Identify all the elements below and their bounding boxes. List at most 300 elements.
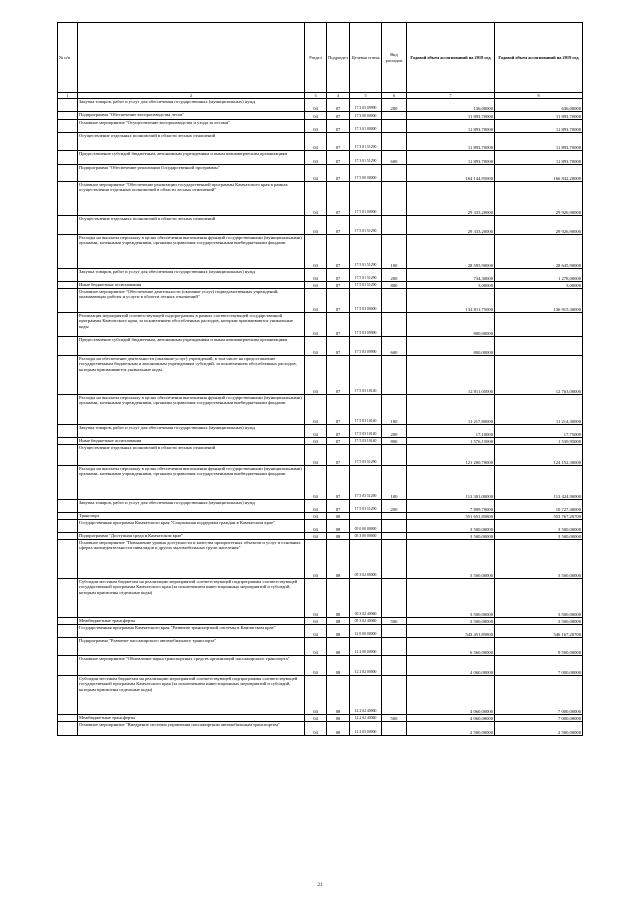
row-num-cell: [58, 715, 78, 722]
row-target-cell: 17 5 01 51290: [350, 216, 382, 235]
row-section-cell: 04: [305, 676, 327, 715]
row-target-cell: 17 5 03 10140: [350, 425, 382, 438]
row-section-cell: 04: [305, 715, 327, 722]
row-2019-cell: [495, 313, 583, 337]
row-section-cell: 04: [305, 269, 327, 282]
row-name-cell: Субсидии местным бюджетам на реализацию мероприятий соответствующей подпрограммы соответствующей государственной программы Камчатского края (за исключением инвестиционных мероприятий и субсидий, которым присвоены отдельные коды): [78, 676, 305, 715]
row-name-cell: Государственная программа Камчатского края "Развитие транспортной системы в Камчатском крае": [78, 625, 305, 638]
row-num-cell: [58, 182, 78, 216]
row-section-cell: 04: [305, 466, 327, 500]
row-target-cell: 17 5 03 10140: [350, 438, 382, 445]
row-name-cell: Реализация мероприятий соответствующей подпрограммы в рамках соответствующей государственной программы Камчатского края, за исключением обособленных расходов, которым присваиваются уникальные коды: [78, 313, 305, 337]
row-2019-cell: 1 530,95000: [495, 438, 583, 445]
header-section: Раздел: [305, 23, 327, 93]
row-2018-cell: 2 500,00000: [407, 722, 495, 736]
row-name-cell: Основное мероприятие "Обеспечение деятельности (оказание услуг) подведомственных учреждений, оказывающих работы и услуги в области лесных отношений": [78, 289, 305, 313]
row-2019-cell: 17,75000: [495, 425, 583, 438]
header-name: [78, 23, 305, 93]
row-expense-cell: [382, 722, 407, 736]
row-2018-cell: 28 595,90000: [407, 235, 495, 269]
row-target-cell: 12 0 00 00000: [350, 625, 382, 638]
row-section-cell: 04: [305, 282, 327, 289]
row-2019-cell: 546 167,20700: [495, 625, 583, 638]
header-2018: Годовой объем ассигнований на 2018 год: [407, 23, 495, 93]
row-section-cell: 04: [305, 625, 327, 638]
row-subsection-cell: 07: [327, 182, 350, 216]
row-2018-cell: 551 651,85800: [407, 513, 495, 520]
table-row: [58, 282, 583, 289]
row-expense-cell: 500: [382, 618, 407, 625]
row-2019-cell: 553 767,20700: [495, 513, 583, 520]
row-name-cell: Расходы на выплаты персоналу в целях обеспечения выполнения функций государственными (муниципальными) органами, казенными учреждениями, органами управления государственными внебюджетными фондами: [78, 466, 305, 500]
table-row: [58, 500, 583, 513]
row-target-cell: 17 3 01 00000: [350, 120, 382, 133]
row-section-cell: 04: [305, 533, 327, 540]
row-name-cell: Основное мероприятие "Обновление парка транспортных средств организаций пассажирского транспорта": [78, 656, 305, 676]
row-name-cell: Расходы на выплаты персоналу в целях обеспечения выполнения функций государственными (муниципальными) органами, казенными учреждениями, органами управления государственными внебюджетными фондами: [78, 395, 305, 425]
row-num-cell: [58, 466, 78, 500]
row-expense-cell: [382, 289, 407, 313]
row-target-cell: 17 5 03 09990: [350, 313, 382, 337]
table-row: [58, 579, 583, 618]
row-subsection-cell: 08: [327, 579, 350, 618]
row-name-cell: Субсидии местным бюджетам на реализацию мероприятий соответствующей подпрограммы соответствующей государственной программы Камчатского края (за исключением инвестиционных мероприятий и субсидий, которым присвоены отдельные коды): [78, 579, 305, 618]
row-num-cell: [58, 235, 78, 269]
row-expense-cell: [382, 182, 407, 216]
table-row: [58, 533, 583, 540]
row-2019-cell: 7 000,00000: [495, 656, 583, 676]
row-target-cell: 17 5 01 51290: [350, 282, 382, 289]
row-2019-cell: 3 500,00000: [495, 533, 583, 540]
row-expense-cell: [382, 313, 407, 337]
header-expense: Вид расходов: [382, 23, 407, 93]
row-num-cell: [58, 540, 78, 579]
row-num-cell: [58, 533, 78, 540]
row-name-cell: Закупка товаров, работ и услуг для обеспечения государственных (муниципальных) нужд: [78, 500, 305, 513]
table-row: [58, 425, 583, 438]
table-row: [58, 715, 583, 722]
row-section-cell: 04: [305, 151, 327, 165]
row-target-cell: [350, 513, 382, 520]
row-expense-cell: [382, 445, 407, 466]
row-section-cell: 04: [305, 337, 327, 356]
row-name-cell: Закупка товаров, работ и услуг для обеспечения государственных (муниципальных) нужд: [78, 99, 305, 112]
row-target-cell: 17 5 03 51290: [350, 466, 382, 500]
table-row: [58, 337, 583, 356]
col-number: 7: [407, 93, 495, 99]
row-subsection-cell: 07: [327, 395, 350, 425]
row-subsection-cell: 07: [327, 133, 350, 151]
row-expense-cell: 200: [382, 99, 407, 112]
col-number: 8: [495, 93, 583, 99]
table-row: [58, 99, 583, 112]
row-expense-cell: [382, 579, 407, 618]
row-2019-cell: 3 500,00000: [495, 520, 583, 533]
row-expense-cell: 800: [382, 282, 407, 289]
row-2018-cell: 136,00000: [407, 99, 495, 112]
row-name-cell: Расходы на выплаты персоналу в целях обеспечения выполнения функций государственными (муниципальными) органами, казенными учреждениями, органами управления государственными внебюджетными фондами: [78, 235, 305, 269]
table-row: [58, 618, 583, 625]
row-name-cell: Закупка товаров, работ и услуг для обеспечения государственных (муниципальных) нужд: [78, 269, 305, 282]
row-num-cell: [58, 151, 78, 165]
table-row: [58, 112, 583, 120]
table-row: [58, 445, 583, 466]
table-row: [58, 216, 583, 235]
table-row: [58, 513, 583, 520]
header-num: № п/п: [58, 23, 78, 93]
row-2019-cell: 3 500,00000: [495, 618, 583, 625]
page-number: 21: [317, 883, 323, 888]
row-2018-cell: 134 811,75000: [407, 289, 495, 313]
row-2018-cell: 11 893,70000: [407, 120, 495, 133]
table-row: [58, 722, 583, 736]
row-expense-cell: 200: [382, 269, 407, 282]
col-number: 4: [327, 93, 350, 99]
row-expense-cell: 500: [382, 715, 407, 722]
row-section-cell: 04: [305, 513, 327, 520]
table-row: [58, 182, 583, 216]
row-2018-cell: 7 899,70000: [407, 500, 495, 513]
row-name-cell: Иные бюджетные ассигнования: [78, 438, 305, 445]
row-2018-cell: 734,30000: [407, 269, 495, 282]
budget-table-page: [57, 22, 582, 736]
row-section-cell: 04: [305, 112, 327, 120]
row-2019-cell: 29 926,90000: [495, 182, 583, 216]
row-expense-cell: [382, 533, 407, 540]
row-2018-cell: 6 560,00000: [407, 638, 495, 656]
row-2019-cell: 3 500,00000: [495, 540, 583, 579]
row-num-cell: [58, 638, 78, 656]
row-name-cell: Осуществление отдельных полномочий в области лесных отношений: [78, 445, 305, 466]
row-name-cell: Подпрограмма "Развитие пассажирского автомобильного транспорта": [78, 638, 305, 656]
row-2018-cell: 3 500,00000: [407, 579, 495, 618]
row-subsection-cell: 07: [327, 438, 350, 445]
budget-table: [57, 22, 583, 736]
row-expense-cell: [382, 513, 407, 520]
row-subsection-cell: 07: [327, 313, 350, 337]
row-expense-cell: [382, 540, 407, 579]
table-row: [58, 120, 583, 133]
row-subsection-cell: 07: [327, 216, 350, 235]
row-section-cell: 04: [305, 356, 327, 395]
row-subsection-cell: 07: [327, 445, 350, 466]
row-expense-cell: [382, 356, 407, 395]
row-target-cell: 05 0 00 00000: [350, 520, 382, 533]
row-num-cell: [58, 313, 78, 337]
row-target-cell: 17 5 01 51290: [350, 269, 382, 282]
row-name-cell: Подпрограмма "Обеспечение воспроизводства лесов": [78, 112, 305, 120]
row-section-cell: 04: [305, 289, 327, 313]
table-row: [58, 269, 583, 282]
row-expense-cell: 600: [382, 151, 407, 165]
row-expense-cell: [382, 112, 407, 120]
row-2018-cell: 11 893,70000: [407, 151, 495, 165]
row-subsection-cell: 08: [327, 656, 350, 676]
row-2018-cell: 1 576,15000: [407, 438, 495, 445]
row-2019-cell: 7 000,00000: [495, 676, 583, 715]
row-num-cell: [58, 120, 78, 133]
row-num-cell: [58, 618, 78, 625]
table-row: [58, 235, 583, 269]
row-name-cell: Подпрограмма "Обеспечение реализации Государственной программы": [78, 165, 305, 182]
row-num-cell: [58, 722, 78, 736]
row-expense-cell: [382, 656, 407, 676]
row-target-cell: 05 3 00 00000: [350, 533, 382, 540]
row-2019-cell: 12 763,00000: [495, 356, 583, 395]
col-number: 5: [350, 93, 382, 99]
row-num-cell: [58, 133, 78, 151]
row-section-cell: 04: [305, 235, 327, 269]
row-2018-cell: 11 893,70000: [407, 112, 495, 120]
row-section-cell: 04: [305, 438, 327, 445]
row-2019-cell: 1 278,00000: [495, 269, 583, 282]
row-section-cell: 04: [305, 500, 327, 513]
row-section-cell: 04: [305, 520, 327, 533]
row-2018-cell: 12 811,05000: [407, 356, 495, 395]
table-row: [58, 151, 583, 165]
row-expense-cell: [382, 133, 407, 151]
row-subsection-cell: 07: [327, 282, 350, 289]
row-target-cell: 17 3 00 00000: [350, 112, 382, 120]
row-target-cell: 17 5 00 00000: [350, 165, 382, 182]
header-row: [58, 23, 583, 93]
row-target-cell: 17 5 03 10140: [350, 356, 382, 395]
row-num-cell: [58, 625, 78, 638]
row-2018-cell: 121 200,70000: [407, 445, 495, 466]
row-target-cell: 17 5 03 51290: [350, 445, 382, 466]
table-row: [58, 356, 583, 395]
table-row: [58, 395, 583, 425]
row-subsection-cell: 08: [327, 533, 350, 540]
header-target: Целевая статья: [350, 23, 382, 93]
row-section-cell: 04: [305, 656, 327, 676]
row-expense-cell: 600: [382, 337, 407, 356]
row-2018-cell: 3 500,00000: [407, 533, 495, 540]
row-target-cell: 17 2 05 09990: [350, 99, 382, 112]
row-subsection-cell: 08: [327, 676, 350, 715]
row-subsection-cell: 07: [327, 289, 350, 313]
row-2018-cell: 29 333,20000: [407, 182, 495, 216]
row-name-cell: Межбюджетные трансферты: [78, 618, 305, 625]
row-2018-cell: 3 500,00000: [407, 540, 495, 579]
table-row: [58, 466, 583, 500]
row-name-cell: Осуществление отдельных полномочий в области лесных отношений: [78, 216, 305, 235]
row-subsection-cell: 08: [327, 638, 350, 656]
row-name-cell: Иные бюджетные ассигнования: [78, 282, 305, 289]
row-target-cell: 17 5 03 10140: [350, 395, 382, 425]
table-row: [58, 133, 583, 151]
row-2018-cell: 4 060,00000: [407, 715, 495, 722]
table-row: [58, 289, 583, 313]
row-target-cell: 12 2 02 40060: [350, 715, 382, 722]
row-subsection-cell: 07: [327, 120, 350, 133]
row-2018-cell: 4 060,00000: [407, 656, 495, 676]
row-2018-cell: 800,00000: [407, 337, 495, 356]
row-target-cell: 17 5 01 00000: [350, 182, 382, 216]
row-subsection-cell: 07: [327, 269, 350, 282]
row-target-cell: 12 2 02 40060: [350, 676, 382, 715]
row-2019-cell: 3,00000: [495, 282, 583, 289]
table-row: [58, 676, 583, 715]
row-target-cell: 05 3 02 40060: [350, 579, 382, 618]
row-expense-cell: 100: [382, 466, 407, 500]
row-section-cell: 04: [305, 120, 327, 133]
row-num-cell: [58, 289, 78, 313]
row-section-cell: 04: [305, 165, 327, 182]
row-2019-cell: 11 893,70000: [495, 151, 583, 165]
row-2019-cell: 28 645,90000: [495, 235, 583, 269]
header-2019: Годовой объем ассигнований на 2019 год: [495, 23, 583, 93]
row-section-cell: 04: [305, 425, 327, 438]
row-name-cell: Основное мероприятие "Внедрение системы управления пассажирским автомобильным транспортом": [78, 722, 305, 736]
row-section-cell: 04: [305, 722, 327, 736]
col-number: 2: [78, 93, 305, 99]
row-num-cell: [58, 445, 78, 466]
row-target-cell: 12 2 05 00000: [350, 722, 382, 736]
row-2019-cell: 3 500,00000: [495, 579, 583, 618]
row-num-cell: [58, 513, 78, 520]
row-subsection-cell: 07: [327, 235, 350, 269]
row-expense-cell: [382, 625, 407, 638]
row-num-cell: [58, 520, 78, 533]
row-2019-cell: 11 893,70000: [495, 112, 583, 120]
row-num-cell: [58, 395, 78, 425]
row-name-cell: Закупка товаров, работ и услуг для обеспечения государственных (муниципальных) нужд: [78, 425, 305, 438]
row-num-cell: [58, 216, 78, 235]
row-expense-cell: [382, 676, 407, 715]
row-num-cell: [58, 112, 78, 120]
row-2018-cell: 29 333,20000: [407, 216, 495, 235]
row-target-cell: 17 3 01 51290: [350, 133, 382, 151]
row-subsection-cell: 07: [327, 112, 350, 120]
row-subsection-cell: 08: [327, 513, 350, 520]
row-target-cell: 17 5 03 51290: [350, 500, 382, 513]
row-num-cell: [58, 425, 78, 438]
row-name-cell: Государственная программа Камчатского края "Социальная поддержка граждан в Камчатском крае": [78, 520, 305, 533]
row-name-cell: Расходы на обеспечение деятельности (оказание услуг) учреждений, в том числе на предоставление государственным бюджетным и автономным учреждениям субсидий, за исключением обособленных расходов, которым присваиваются уникальные коды: [78, 356, 305, 395]
row-subsection-cell: 07: [327, 425, 350, 438]
row-name-cell: Основное мероприятие "Осуществление воспроизводства и ухода за лесами": [78, 120, 305, 133]
row-expense-cell: 200: [382, 425, 407, 438]
row-expense-cell: 200: [382, 500, 407, 513]
row-2018-cell: 543 451,85800: [407, 625, 495, 638]
row-section-cell: 04: [305, 540, 327, 579]
row-2019-cell: 166 842,20000: [495, 165, 583, 182]
row-num-cell: [58, 656, 78, 676]
table-row: [58, 165, 583, 182]
row-num-cell: [58, 282, 78, 289]
table-row: [58, 540, 583, 579]
row-name-cell: Основное мероприятие "Обеспечение реализации государственной программы Камчатского края в рамках осуществления отдельных полномочий в области лесных отношений": [78, 182, 305, 216]
row-expense-cell: [382, 165, 407, 182]
col-number: 6: [382, 93, 407, 99]
row-2018-cell: 3 500,00000: [407, 618, 495, 625]
row-subsection-cell: 07: [327, 356, 350, 395]
row-subsection-cell: 08: [327, 520, 350, 533]
row-num-cell: [58, 579, 78, 618]
row-2018-cell: 4 060,00000: [407, 676, 495, 715]
row-2018-cell: 11 217,80000: [407, 395, 495, 425]
row-expense-cell: 800: [382, 438, 407, 445]
row-2018-cell: 800,00000: [407, 313, 495, 337]
table-row: [58, 313, 583, 337]
row-2018-cell: 164 144,95000: [407, 165, 495, 182]
row-subsection-cell: 07: [327, 500, 350, 513]
row-expense-cell: [382, 216, 407, 235]
row-2019-cell: 10 727,40000: [495, 500, 583, 513]
row-target-cell: 17 5 03 09990: [350, 337, 382, 356]
table-row: [58, 656, 583, 676]
row-2018-cell: 17,10000: [407, 425, 495, 438]
row-2019-cell: 2 500,00000: [495, 722, 583, 736]
table-row: [58, 520, 583, 533]
row-subsection-cell: 07: [327, 337, 350, 356]
col-number: 1: [58, 93, 78, 99]
row-target-cell: 12 2 00 00000: [350, 638, 382, 656]
row-name-cell: Основное мероприятие "Повышение уровня доступности и качества приоритетных объектов и услуг в основных сферах жизнедеятельности инвалидов и других маломобильных групп населения": [78, 540, 305, 579]
row-2019-cell: 136 915,30000: [495, 289, 583, 313]
row-num-cell: [58, 337, 78, 356]
row-2019-cell: 7 000,00000: [495, 715, 583, 722]
row-section-cell: 04: [305, 216, 327, 235]
row-2018-cell: 3,00000: [407, 282, 495, 289]
row-name-cell: Транспорт: [78, 513, 305, 520]
table-row: [58, 638, 583, 656]
row-subsection-cell: 08: [327, 715, 350, 722]
table-row: [58, 438, 583, 445]
row-subsection-cell: 08: [327, 618, 350, 625]
row-name-cell: Осуществление отдельных полномочий в области лесных отношений: [78, 133, 305, 151]
row-target-cell: 17 3 01 51290: [350, 151, 382, 165]
row-2018-cell: 113 301,00000: [407, 466, 495, 500]
row-subsection-cell: 07: [327, 99, 350, 112]
row-section-cell: 04: [305, 638, 327, 656]
row-subsection-cell: 07: [327, 466, 350, 500]
row-2019-cell: 636,00000: [495, 99, 583, 112]
row-num-cell: [58, 500, 78, 513]
row-2019-cell: 113 424,90000: [495, 466, 583, 500]
row-num-cell: [58, 676, 78, 715]
row-section-cell: 04: [305, 133, 327, 151]
row-num-cell: [58, 269, 78, 282]
row-section-cell: 04: [305, 395, 327, 425]
row-expense-cell: 100: [382, 395, 407, 425]
row-target-cell: 17 5 01 51290: [350, 235, 382, 269]
row-target-cell: 05 3 02 00000: [350, 540, 382, 579]
row-expense-cell: [382, 120, 407, 133]
row-expense-cell: [382, 638, 407, 656]
row-expense-cell: 100: [382, 235, 407, 269]
row-2019-cell: 124 152,30000: [495, 445, 583, 466]
row-name-cell: Предоставление субсидий бюджетным, автономным учреждениям и иным некоммерческим организациям: [78, 151, 305, 165]
row-target-cell: 12 2 02 00000: [350, 656, 382, 676]
row-2019-cell: 11 214,30000: [495, 395, 583, 425]
col-number: 3: [305, 93, 327, 99]
row-target-cell: 05 3 02 40060: [350, 618, 382, 625]
row-subsection-cell: 07: [327, 151, 350, 165]
row-section-cell: 04: [305, 313, 327, 337]
row-num-cell: [58, 438, 78, 445]
row-2018-cell: 11 893,70000: [407, 133, 495, 151]
row-section-cell: 04: [305, 445, 327, 466]
row-section-cell: 04: [305, 579, 327, 618]
table-row: [58, 625, 583, 638]
row-section-cell: 04: [305, 182, 327, 216]
row-name-cell: Подпрограмма "Доступная среда в Камчатском крае": [78, 533, 305, 540]
row-subsection-cell: 07: [327, 165, 350, 182]
row-2018-cell: 3 500,00000: [407, 520, 495, 533]
row-name-cell: Межбюджетные трансферты: [78, 715, 305, 722]
